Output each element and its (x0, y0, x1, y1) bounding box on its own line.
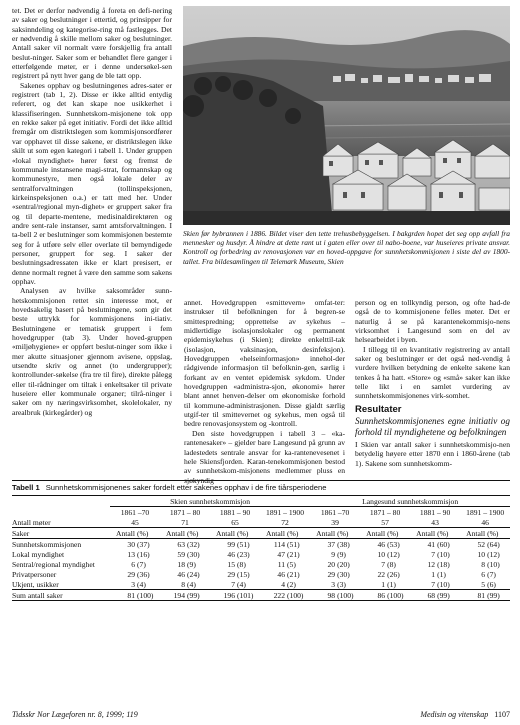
cell: (32) (187, 540, 200, 549)
cell: 10 (477, 550, 486, 559)
col-antall: Antall (266, 528, 285, 538)
table-row (12, 559, 510, 569)
cell: 12 (427, 560, 436, 569)
page-number: 1107 (494, 710, 510, 719)
cell: 10 (377, 550, 386, 559)
col-pct: (%) (487, 528, 499, 538)
period-header: 1861 –70 (120, 507, 150, 517)
col-antall: Antall (366, 528, 386, 538)
cell: 15 (227, 560, 235, 569)
paragraph: Den siste hovedgruppen i tabell 3 – «ka-rantenesaker» – gjelder bare Langesund på grunn av ladestedets sentrale ansvar for ka-rantenevesenet i hele Skiensfjorden. Karan-tenekommisjonen bestod av sunnhetskom-misjonens medlemmer pluss en sjøkyndig (184, 428, 345, 485)
meetings-value: 57 (381, 517, 389, 527)
cell: (38) (337, 540, 350, 549)
cell: 7 (431, 580, 436, 589)
cell: (4) (187, 580, 196, 589)
cell: (24) (187, 570, 200, 579)
sum-row (12, 590, 510, 601)
cell: 29 (127, 570, 135, 579)
cell: (9) (187, 560, 196, 569)
cell: 4 (281, 580, 285, 589)
cell: 46 (177, 570, 185, 579)
cell: (30) (187, 550, 200, 559)
cell: 13 (127, 550, 135, 559)
row-label: Sum antall saker (12, 590, 63, 600)
subheader-row (12, 528, 510, 539)
cell: 46 (377, 540, 386, 549)
paragraph: Sakenes opphav og beslutningenes adres-sater er registrert (tab 1, 2). Disse er ikke alltid entydig referert, og det kan skape noe usikkerhet i klassifiseringen. Sunnhetskom-misjonene tok opp en rekke saker på eget initiativ. Fordi det ikke alltid fremgår om distriktslegen som kommisjonsordfører var opphavet til disse sakene, er distriktslegen ikke skilt ut som egen kategori i tabell 1. Under gruppen «lokal myndighet» hører først og fremst de kommunale instansene magi-strat, formannskap og kommunestyre, men også lokale deler av sentralforvaltningen (tollinspeksjonen, kirkeinspeksjonen o.a.) er tatt med her. Under «sentral/regional myn-dighet» er gruppert saker fra og til departe-mentene, medisinaldirektøren og andre sent-rale instanser, samt amtsforvaltningen. I ta-bell 2 er beslutninger som kommisjonen bestemte seg for å utføre selv eller overlate til bemyndigede personer, gruppert for seg. I saker der beslutningsadressaten ikke er klart presisert, er denne normalt regnet å være den samme som sakens opphav. (12, 80, 172, 286)
table-row (12, 539, 510, 550)
cell: (3) (337, 580, 346, 589)
period-header: 1881 – 90 (219, 507, 251, 517)
col-antall: Antall (116, 528, 135, 538)
cell: (1) (387, 580, 396, 589)
cell: 41 (427, 540, 436, 549)
cell: 196 (223, 590, 235, 600)
table-row (12, 569, 510, 579)
col-antall: Antall (316, 528, 336, 538)
table-label: Tabell 1 (12, 483, 40, 492)
cell: 20 (327, 560, 336, 569)
meetings-value: 39 (331, 517, 339, 527)
cell: 86 (377, 590, 386, 600)
cell: (37) (137, 540, 150, 549)
section-name: Medisin og vitenskap (420, 710, 489, 719)
cell: (64) (487, 540, 500, 549)
col-pct: (%) (287, 528, 299, 538)
cell: (20) (337, 560, 350, 569)
cell: (9) (337, 550, 346, 559)
table-row (12, 579, 510, 590)
row-label: Sunnhetskommisjonen (12, 539, 82, 549)
cell: (100) (287, 590, 304, 600)
data-table (12, 496, 510, 601)
photo-caption: Skien før bybrannen i 1886. Bildet viser den tette trehusbebyggelsen. I bakgrden hopet det seg opp avfall fra mennesker og husdyr. Å hindre at dette rant ut i gaten eller over til nabo-boene, var huseieres private ansvar. Kontroll og forbedring av renovasjonen var en hoved-oppgave for sunnhetskommisjonen i siste del av 1800-tallet. Fra bildesamlingen til Telemark Museum, Skien (183, 229, 510, 266)
cell: (18) (437, 560, 450, 569)
cell: (10) (437, 550, 450, 559)
cell: (51) (287, 540, 300, 549)
page-footer (12, 710, 510, 719)
cell: (100) (387, 590, 404, 600)
meetings-value: 72 (281, 517, 289, 527)
cell: (2) (287, 580, 296, 589)
col-antall: Antall (466, 528, 486, 538)
row-label: Privatpersoner (12, 569, 57, 579)
cell: (10) (487, 560, 500, 569)
meetings-value: 71 (181, 517, 189, 527)
cell: 99 (227, 540, 235, 549)
cell: 7 (231, 580, 235, 589)
cell: (21) (287, 570, 300, 579)
cell: (100) (337, 590, 354, 600)
period-header: 1871 – 80 (369, 507, 401, 517)
cell: 6 (481, 570, 486, 579)
cell: (7) (487, 570, 496, 579)
cell: 3 (331, 580, 336, 589)
meetings-row (12, 517, 510, 528)
journal-citation: Tidsskr Nor Lægeforen nr. 8, 1999; 119 (12, 710, 138, 719)
paragraph: person og en tollkyndig person, og ofte had-de også de to kommisjonene felles møter. Det er naturlig å se på karantenekommisjo-nens virksomhet i Langesund som en del av helsearbeidet i byen. (355, 298, 510, 345)
row-label: Lokal myndighet (12, 549, 65, 559)
cell: 9 (331, 550, 336, 559)
cell: 68 (427, 590, 436, 600)
paragraph: I Skien var antall saker i sunnhetskommisjo-nen betydelig høyere etter 1870 enn i 1860-årene (tab 1). Sakene som sunnhetskomm- (355, 440, 510, 468)
cell: (36) (137, 570, 150, 579)
cell: (30) (337, 570, 350, 579)
cell: 222 (273, 590, 285, 600)
cell: (5) (287, 560, 296, 569)
cell: 47 (277, 550, 285, 559)
cell: (7) (137, 560, 146, 569)
group-header: Skien sunnhetskommisjon (110, 496, 310, 507)
cell: (12) (487, 550, 500, 559)
meetings-value: 65 (231, 517, 239, 527)
period-header: 1871 – 80 (169, 507, 201, 517)
row-label: Sentral/regional myndighet (12, 559, 95, 569)
cell: (6) (487, 580, 496, 589)
cell: (12) (387, 550, 400, 559)
col-antall: Antall (416, 528, 436, 538)
cell: (99) (187, 590, 200, 600)
cell: 7 (431, 550, 436, 559)
col-pct: (%) (337, 528, 349, 538)
period-header: 1891 – 1900 (266, 507, 305, 517)
text-column-3 (355, 298, 510, 468)
historical-photo (183, 6, 510, 225)
cell: 1 (381, 580, 386, 589)
row-label: Saker (12, 528, 30, 538)
cell: (16) (137, 550, 150, 559)
cell: (1) (437, 570, 446, 579)
paragraph: tet. Det er derfor nødvendig å foreta en defi-nering av saker og beslutninger i ettertid, og prinsipper for saksinndeling og kategorise-ring må fastlegges. Det er nødvendig å skille mellom saker og beslutninger. Antall saker vil normalt være forskjellig fra antall beslut-ninger. Saker som er behandlet flere ganger i etterfølgende møter, er i denne undersøkel-sen registrert på nytt hver gang de ble tatt opp. (12, 6, 172, 81)
cell: (23) (237, 550, 250, 559)
col-pct: (%) (387, 528, 399, 538)
section-subheading: Sunnhetskommisjonenes egne initiativ og forhold til myndighetene og befolkningen (355, 416, 510, 437)
cell: 52 (477, 540, 486, 549)
paragraph: Analysen av hvilke saksområder sunn-hetskommisjonen rettet sin interesse mot, er hovedsakelig basert på beslutningene, som gir det beste uttrykk for kommisjonens ini-tiativ. Beslutningene er tematisk gruppert i fem hovedgrupper (tab 3). Under hoved-gruppen «miljøhygiene» er oppført beslut-ninger som ikke i mer akutte situasjoner gjennom avisene, oppslag, utsendte skriv og annet (to undergrupper); kontrollunder-søkelse (fra tre til fire), direkte pålegg eller til-rådninger om tiltak i enkeltsaker til private huseiere eller kommunale organer; tilrå-ninger i saker om ny næringsvirksomhet, skolelokaler, ny arealbruk (kirkegårder) og (12, 286, 172, 417)
col-pct: (%) (237, 528, 249, 538)
meetings-value: 45 (131, 517, 139, 527)
cell: (100) (137, 590, 154, 600)
cell: (21) (287, 550, 300, 559)
cell: 6 (131, 560, 135, 569)
cell: (10) (437, 580, 450, 589)
cell: 46 (227, 550, 235, 559)
cell: (99) (437, 590, 450, 600)
cell: (4) (137, 580, 146, 589)
period-header: 1861 –70 (320, 507, 350, 517)
cell: (26) (387, 570, 400, 579)
text-column-2 (184, 298, 345, 485)
cell: 29 (327, 570, 336, 579)
meetings-value: 46 (481, 517, 489, 527)
cell: (15) (237, 570, 250, 579)
group-header: Langesund sunnhetskommisjon (310, 496, 510, 507)
row-label: Antall møter (12, 517, 51, 527)
cell: 194 (173, 590, 185, 600)
table-caption (12, 481, 510, 495)
cell: 29 (227, 570, 235, 579)
table-title: Sunnhetskommisjonenes saker fordelt etter sakenes opphav i de fire tiårsperiodene (45, 483, 327, 492)
col-antall: Antall (166, 528, 185, 538)
cell: 98 (327, 590, 336, 600)
cell: 114 (273, 540, 285, 549)
cell: 18 (177, 560, 185, 569)
cell: (60) (437, 540, 450, 549)
table-row (12, 549, 510, 559)
meetings-value: 43 (431, 517, 439, 527)
period-header: 1881 – 90 (419, 507, 451, 517)
cell: 37 (327, 540, 336, 549)
cell: 8 (481, 560, 486, 569)
section-heading: Resultater (355, 403, 402, 415)
col-antall: Antall (216, 528, 235, 538)
paragraph: annet. Hovedgruppen «smittevern» omfat-ter: instrukser til befolkningen for å begren-se smittespredning; opprettelse av sykehus – midlertidige isolasjonslokaler og permanent epidemisykehus (i Skien); direkte enkelttil-tak (isolasjon, vaksinasjon, desinfeksjon). Hovedgruppen «helseinformasjon» innehol-der rådgivende informasjon til befolknin-gen, særlig i forkant av en ventet epidemisk sykdom. Under hovedgruppen «administra-sjon, økonomi» hører blant annet henven-delser om økonomiske forhold til kommune-administrasjonen. Disse gjaldt særlig utgif-ter til smittevernet og sykehus, men også til bedre renovasjonsystem og -kontroll. (184, 298, 345, 429)
cell: 3 (131, 580, 135, 589)
table-1 (12, 480, 510, 601)
cell: (8) (237, 560, 246, 569)
period-header: 1891 – 1900 (466, 507, 505, 517)
cell: (99) (487, 590, 500, 600)
cell: 7 (381, 560, 386, 569)
period-header-row (12, 507, 510, 518)
cell: 30 (127, 540, 135, 549)
cell: 5 (481, 580, 486, 589)
cell: 81 (477, 590, 486, 600)
col-pct: (%) (187, 528, 199, 538)
cell: 11 (277, 560, 285, 569)
skien-town-photo-illustration (183, 6, 510, 225)
text-column-1 (12, 6, 172, 417)
cell: (53) (387, 540, 400, 549)
cell: 46 (277, 570, 285, 579)
cell: 59 (177, 550, 185, 559)
cell: 81 (127, 590, 135, 600)
col-pct: (%) (437, 528, 449, 538)
cell: (4) (237, 580, 246, 589)
cell: (101) (237, 590, 254, 600)
cell: 63 (177, 540, 185, 549)
paragraph: I tillegg til en kvantitativ registrering av antall saker og beslutninger er det også nød-vendig å vurdere hvilken betydning de enkelte sakene kan tenkes å ha hatt. «Store» og «små» saker kan ikke telle likt i en samlet vurdering av sunnhetskommisjonenes virk-somhet. (355, 344, 510, 401)
group-header-row (12, 496, 510, 507)
cell: 1 (431, 570, 436, 579)
cell: 8 (181, 580, 185, 589)
row-label: Ukjent, usikker (12, 579, 59, 589)
cell: (51) (237, 540, 250, 549)
col-pct: (%) (137, 528, 149, 538)
cell: (8) (387, 560, 396, 569)
cell: 22 (377, 570, 386, 579)
